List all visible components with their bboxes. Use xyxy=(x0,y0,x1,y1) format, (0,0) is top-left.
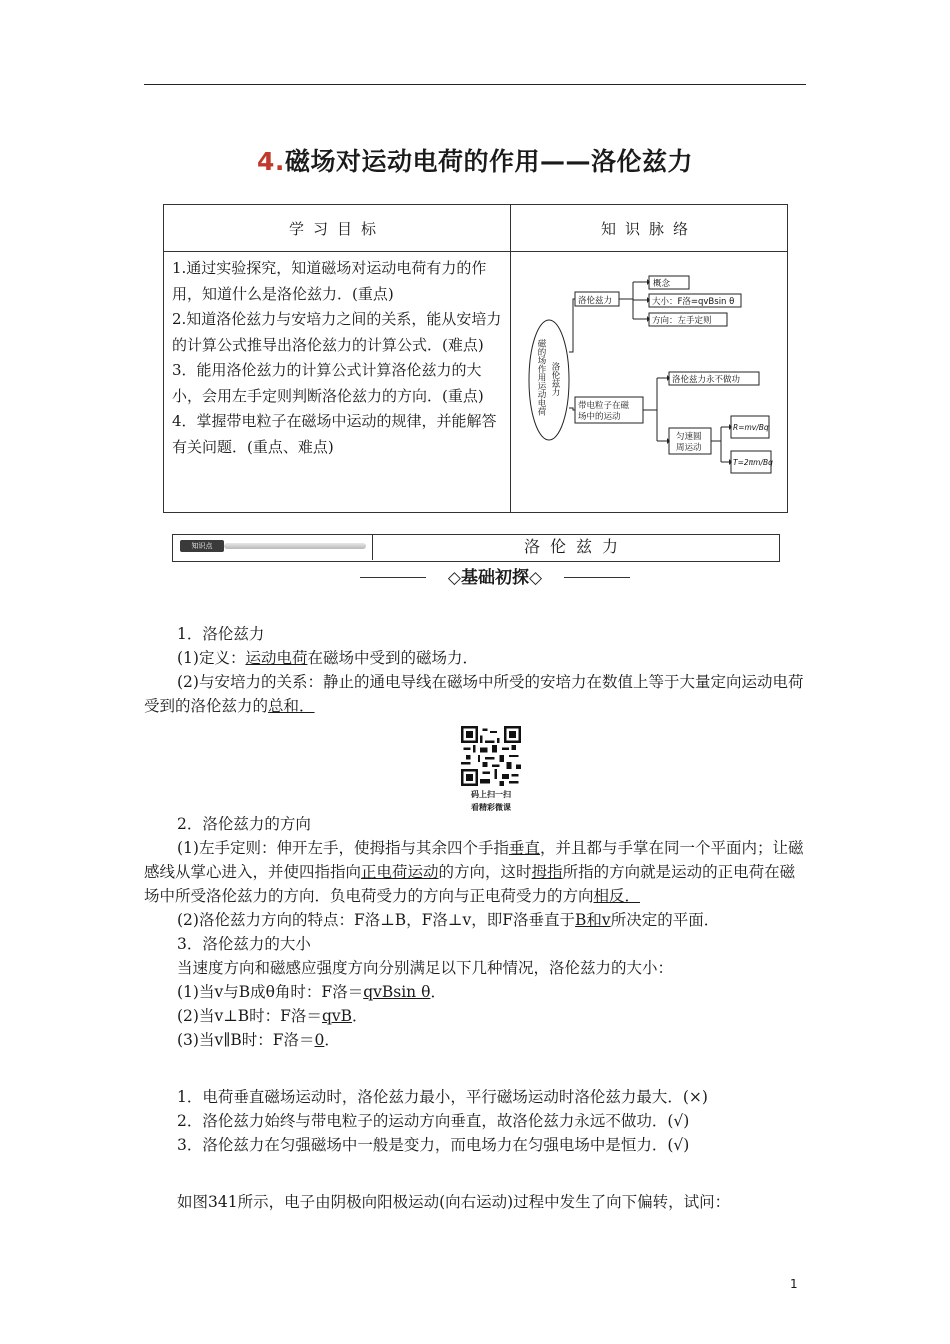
s3-intro: 当速度方向和磁感应强度方向分别满足以下几种情况，洛伦兹力的大小： xyxy=(177,959,674,977)
judgement-list xyxy=(144,1085,806,1157)
top-rule xyxy=(144,84,806,85)
page-title xyxy=(0,142,950,178)
mindmap-root xyxy=(529,320,569,440)
knowledge-point-pill: 知识点 xyxy=(180,540,224,552)
mindmap-root-col1: 磁的场作用运动电荷 xyxy=(536,339,546,416)
s2-features: (2)洛伦兹力方向的特点：F洛⊥B，F洛⊥v，即F洛垂直于B和v所决定的平面． xyxy=(177,911,720,929)
knowledge-point-decor xyxy=(224,543,366,549)
mindmap-concept-label: 概念 xyxy=(653,279,671,289)
s1-relation: (2)与安培力的关系：静止的通电导线在磁场中所受的安培力在数值上等于大量定向运动电荷受到的洛伦兹力的总和． xyxy=(144,673,804,715)
title-number: 4. xyxy=(257,147,285,176)
goals-table xyxy=(163,204,788,513)
s1-heading: 1．洛伦兹力 xyxy=(177,625,265,643)
goal-item-3: 3．能用洛伦兹力的计算公式计算洛伦兹力的大小，会用左手定则判断洛伦兹力的方向．(重点) xyxy=(172,361,484,405)
section-rule-left xyxy=(360,577,426,578)
goals-cell xyxy=(164,252,511,513)
question-intro-text: 如图341所示，电子由阴极向阳极运动(向右运动)过程中发生了向下偏转，试问： xyxy=(177,1193,731,1211)
section2 xyxy=(144,812,806,1052)
section1 xyxy=(144,622,806,718)
question-intro xyxy=(144,1190,806,1214)
goal-item-4: 4．掌握带电粒子在磁场中运动的规律，并能解答有关问题．(重点、难点) xyxy=(172,412,497,456)
title-text: 磁场对运动电荷的作用——洛伦兹力 xyxy=(284,147,693,176)
judgement-2: 2．洛伦兹力始终与带电粒子的运动方向垂直，故洛伦兹力永远不做功．(√) xyxy=(177,1112,690,1130)
s1-definition: (1)定义：运动电荷在磁场中受到的磁场力． xyxy=(177,649,478,667)
qr-caption-line2: 看精彩微课 xyxy=(471,803,511,812)
mindmap-nowork-label: 洛伦兹力永不做功 xyxy=(672,375,741,385)
s3-heading: 3．洛伦兹力的大小 xyxy=(177,935,311,953)
qr-caption xyxy=(456,788,526,814)
s2-heading: 2．洛伦兹力的方向 xyxy=(177,815,311,833)
judgement-3: 3．洛伦兹力在匀强磁场中一般是变力，而电场力在匀强电场中是恒力．(√) xyxy=(177,1136,690,1154)
mindmap-header: 知识脉络 xyxy=(511,205,788,252)
s3-case3: (3)当v∥B时：F洛＝0． xyxy=(177,1031,340,1049)
section-header xyxy=(360,566,630,590)
judgement-1: 1．电荷垂直磁场运动时，洛伦兹力最小，平行磁场运动时洛伦兹力最大．(×) xyxy=(177,1088,708,1106)
mindmap-branch2-line1: 带电粒子在磁 xyxy=(578,401,630,411)
mindmap-size-label: 大小：F洛=qvBsin θ xyxy=(652,297,735,307)
mindmap-root-col2: 洛伦兹力 xyxy=(550,362,560,396)
qr-caption-line1: 码上扫一扫 xyxy=(471,790,511,799)
mindmap-formula-T: T=2πm/Bq xyxy=(733,458,773,467)
section-header-text: ◇基础初探◇ xyxy=(447,568,543,588)
knowledge-point-tag xyxy=(172,534,373,560)
goal-item-1: 1.通过实验探究，知道磁场对运动电荷有力的作用，知道什么是洛伦兹力．(重点) xyxy=(172,259,487,303)
s3-case1: (1)当v与B成θ角时：F洛＝qvBsin θ． xyxy=(177,983,446,1001)
knowledge-mindmap xyxy=(511,252,787,508)
mindmap-sub-line1: 匀速圆 xyxy=(676,432,702,442)
mindmap-cell xyxy=(511,252,788,513)
s2-left-hand-rule: (1)左手定则：伸开左手，使拇指与其余四个手指垂直，并且都与手掌在同一个平面内；让磁感线从掌心进入，并使四指指向正电荷运动的方向，这时拇指所指的方向就是运动的正电荷在磁场中所受洛伦兹力的方向．负电荷受力的方向与正电荷受力的方向相反． xyxy=(144,839,804,905)
mindmap-branch2-line2: 场中的运动 xyxy=(578,412,621,422)
mindmap-branch1-label: 洛伦兹力 xyxy=(578,296,613,306)
s3-case2: (2)当v⊥B时：F洛＝qvB． xyxy=(177,1007,368,1025)
knowledge-point-title: 洛伦兹力 xyxy=(523,537,628,556)
mindmap-direction-label: 方向：左手定则 xyxy=(652,316,712,326)
qr-code xyxy=(461,726,521,786)
page-number: 1 xyxy=(790,1277,798,1291)
goal-item-2: 2.知道洛伦兹力与安培力之间的关系，能从安培力的计算公式推导出洛伦兹力的计算公式．(难点) xyxy=(172,310,502,354)
section-rule-right xyxy=(564,577,630,578)
mindmap-sub-line2: 周运动 xyxy=(676,443,702,453)
mindmap-formula-R: R=mv/Bq xyxy=(733,423,769,432)
goals-header: 学习目标 xyxy=(164,205,511,252)
